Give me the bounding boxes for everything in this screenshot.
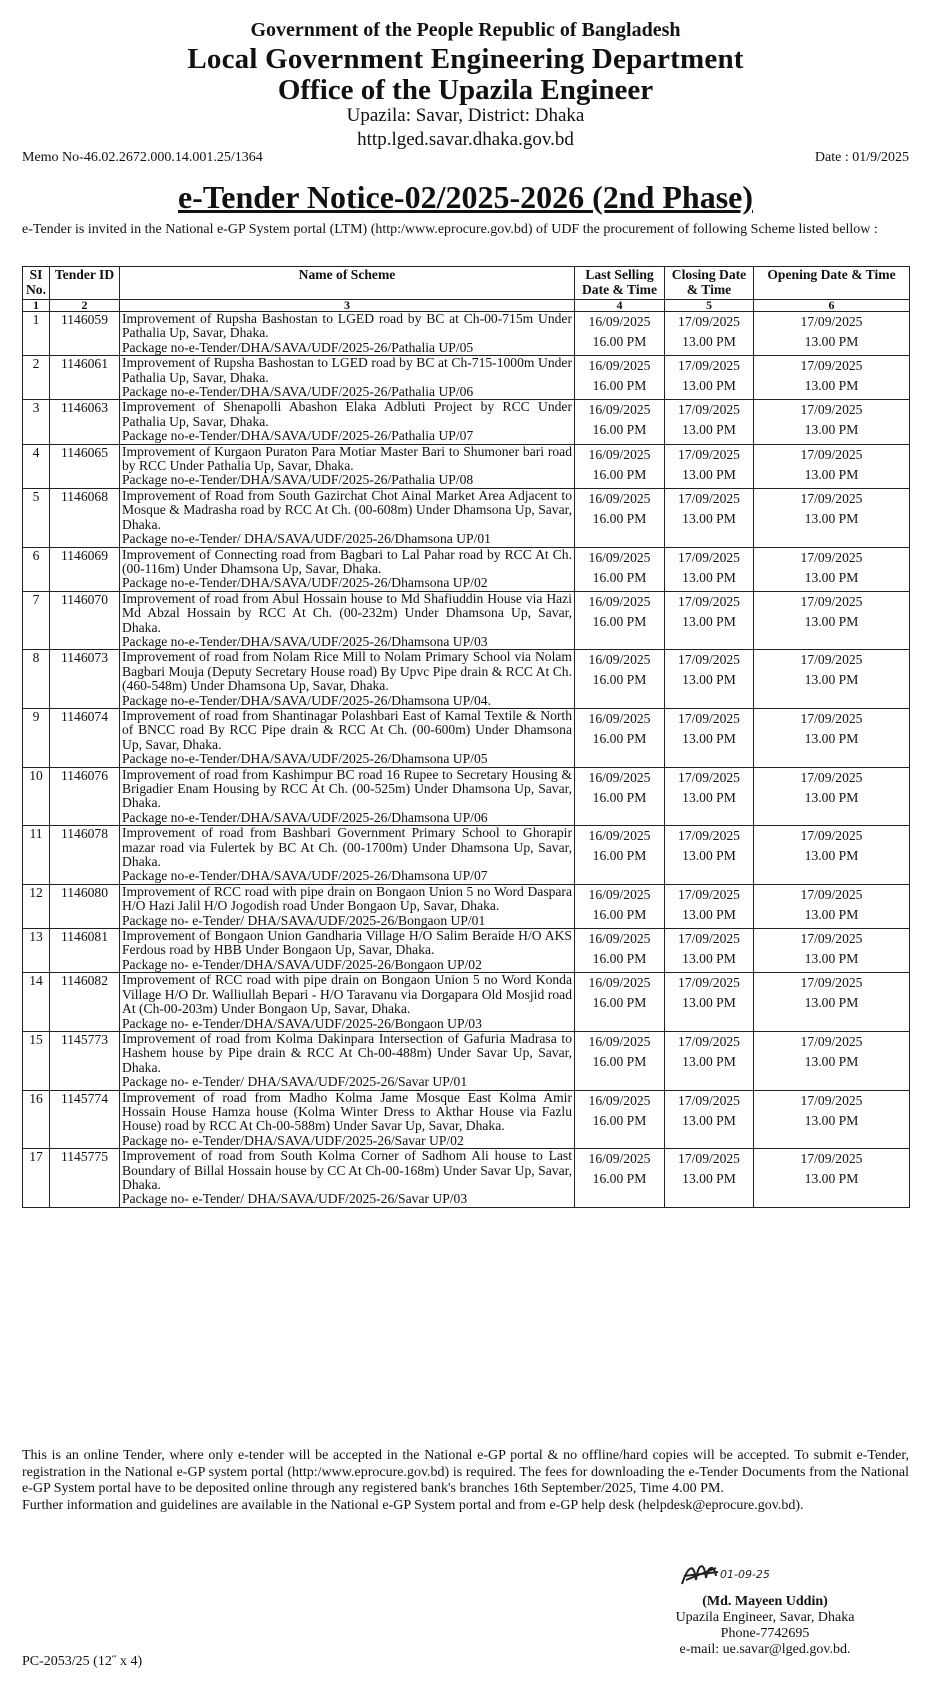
scheme-cell bbox=[120, 488, 575, 547]
table-row bbox=[23, 884, 910, 928]
closing-cell bbox=[665, 488, 754, 547]
opening-date: 17/09/2025 bbox=[800, 975, 863, 991]
closing-time: 13.00 PM bbox=[682, 422, 736, 438]
opening-date: 17/09/2025 bbox=[800, 402, 863, 418]
scheme-cell bbox=[120, 650, 575, 709]
last-selling-time: 16.00 PM bbox=[592, 466, 647, 482]
scheme-cell bbox=[120, 1149, 575, 1208]
package-number: Package no-e-Tender/DHA/SAVA/UDF/2025-26/Pathalia UP/06 bbox=[122, 384, 474, 400]
closing-time: 13.00 PM bbox=[682, 334, 736, 349]
last-selling-date: 16/09/2025 bbox=[588, 1092, 651, 1108]
column-number: 3 bbox=[120, 300, 575, 312]
closing-cell bbox=[665, 1149, 754, 1208]
last-selling-date: 16/09/2025 bbox=[588, 314, 651, 329]
opening-cell bbox=[754, 929, 910, 973]
serial-number: 15 bbox=[23, 1031, 50, 1090]
package-number: Package no- e-Tender/DHA/SAVA/UDF/2025-26/Bongaon UP/02 bbox=[122, 956, 482, 972]
scheme-name: Improvement of road from Abul Hossain house to Md Shafiuddin House via Hazi Md Abzal Hossain by RCC At Ch. (00-232m) Under Dhamsona Up, Savar, Dhaka. bbox=[122, 590, 572, 635]
scheme-name: Improvement of road from Madho Kolma Jame Mosque East Kolma Amir Hossain House Hamza house (Kolma Winter Dress to Akthar House via Fazlu House) road by RCC At Ch-00-588m) Under Savar Up, Savar, Dhaka. bbox=[122, 1089, 572, 1134]
last-selling-time: 16.00 PM bbox=[592, 378, 647, 394]
tender-id: 1146070 bbox=[50, 591, 120, 650]
last-selling-time: 16.00 PM bbox=[592, 1053, 647, 1069]
closing-cell bbox=[665, 650, 754, 709]
opening-date: 17/09/2025 bbox=[800, 1033, 863, 1049]
serial-number: 1 bbox=[23, 312, 50, 356]
pc-reference: PC-2053/25 (12˝ x 4) bbox=[22, 1654, 143, 1669]
table-row bbox=[23, 929, 910, 973]
serial-number: 3 bbox=[23, 400, 50, 444]
closing-time: 13.00 PM bbox=[682, 789, 736, 805]
table-row bbox=[23, 826, 910, 885]
table-row bbox=[23, 312, 910, 356]
opening-time: 13.00 PM bbox=[804, 510, 859, 526]
closing-date: 17/09/2025 bbox=[678, 886, 740, 902]
package-number: Package no- e-Tender/DHA/SAVA/UDF/2025-26/Savar UP/02 bbox=[122, 1132, 464, 1148]
serial-number: 9 bbox=[23, 708, 50, 767]
last-selling-date: 16/09/2025 bbox=[588, 358, 651, 374]
closing-cell bbox=[665, 929, 754, 973]
last-selling-time: 16.00 PM bbox=[592, 510, 647, 526]
last-selling-cell bbox=[575, 591, 665, 650]
serial-number: 8 bbox=[23, 650, 50, 709]
opening-cell bbox=[754, 708, 910, 767]
last-selling-date: 16/09/2025 bbox=[588, 1033, 651, 1049]
closing-cell bbox=[665, 708, 754, 767]
notice-date: Date : 01/9/2025 bbox=[814, 150, 909, 165]
opening-time: 13.00 PM bbox=[804, 1171, 859, 1187]
table-row bbox=[23, 708, 910, 767]
last-selling-time: 16.00 PM bbox=[592, 569, 647, 585]
opening-date: 17/09/2025 bbox=[800, 593, 863, 609]
last-selling-date: 16/09/2025 bbox=[588, 549, 651, 565]
opening-time: 13.00 PM bbox=[804, 466, 859, 482]
closing-date: 17/09/2025 bbox=[678, 490, 740, 506]
column-number: 5 bbox=[665, 300, 754, 312]
package-number: Package no-e-Tender/DHA/SAVA/UDF/2025-26/Dhamsona UP/04. bbox=[122, 692, 491, 708]
last-selling-date: 16/09/2025 bbox=[588, 652, 651, 668]
tender-id: 1146068 bbox=[50, 488, 120, 547]
closing-date: 17/09/2025 bbox=[678, 402, 740, 418]
last-selling-time: 16.00 PM bbox=[592, 1112, 647, 1128]
scheme-name: Improvement of road from South Kolma Corner of Sadhom Ali house to Last Boundary of Billal Hossain house by CC At Ch-00-168m) Under Savar Up, Savar, Dhaka. bbox=[122, 1148, 572, 1192]
notice-title: e-Tender Notice-02/2025-2026 (2nd Phase) bbox=[177, 179, 754, 215]
column-header: Last Selling Date & Time bbox=[575, 267, 665, 300]
serial-number: 7 bbox=[23, 591, 50, 650]
serial-number: 5 bbox=[23, 488, 50, 547]
opening-cell bbox=[754, 488, 910, 547]
opening-time: 13.00 PM bbox=[804, 613, 859, 629]
last-selling-time: 16.00 PM bbox=[592, 334, 647, 349]
serial-number: 6 bbox=[23, 547, 50, 591]
serial-number: 16 bbox=[23, 1090, 50, 1149]
closing-time: 13.00 PM bbox=[682, 378, 736, 394]
closing-cell bbox=[665, 591, 754, 650]
tender-id: 1146065 bbox=[50, 444, 120, 488]
tender-id: 1146081 bbox=[50, 929, 120, 973]
opening-date: 17/09/2025 bbox=[800, 931, 863, 947]
last-selling-date: 16/09/2025 bbox=[588, 769, 651, 785]
last-selling-cell bbox=[575, 312, 665, 356]
table-row bbox=[23, 591, 910, 650]
table-row bbox=[23, 767, 910, 826]
closing-time: 13.00 PM bbox=[682, 848, 736, 864]
scheme-name: Improvement of Bongaon Union Gandharia Village H/O Salim Beraide H/O AKS Ferdous road by HBB Under Bongaon Up, Savar, Dhaka. bbox=[122, 928, 572, 958]
last-selling-time: 16.00 PM bbox=[592, 613, 647, 629]
opening-cell bbox=[754, 884, 910, 928]
opening-cell bbox=[754, 767, 910, 826]
closing-date: 17/09/2025 bbox=[678, 446, 740, 462]
table-row bbox=[23, 1149, 910, 1208]
last-selling-cell bbox=[575, 488, 665, 547]
table-row bbox=[23, 356, 910, 400]
scheme-name: Improvement of RCC road with pipe drain on Bongaon Union 5 no Word Daspara H/O Hazi Jalil H/O Jogodish road Under Bongaon Up, Savar, Dhaka. bbox=[122, 883, 572, 914]
header-department: Local Government Engineering Department bbox=[187, 43, 744, 75]
opening-date: 17/09/2025 bbox=[800, 490, 863, 506]
scheme-cell bbox=[120, 1090, 575, 1149]
table-number-row bbox=[23, 300, 910, 312]
closing-date: 17/09/2025 bbox=[678, 549, 740, 565]
column-header: Closing Date & Time bbox=[665, 267, 754, 300]
last-selling-date: 16/09/2025 bbox=[588, 828, 651, 844]
closing-cell bbox=[665, 973, 754, 1032]
opening-date: 17/09/2025 bbox=[800, 314, 863, 329]
table-header-row bbox=[23, 267, 910, 300]
closing-date: 17/09/2025 bbox=[678, 975, 740, 991]
last-selling-cell bbox=[575, 767, 665, 826]
closing-date: 17/09/2025 bbox=[678, 358, 740, 374]
opening-time: 13.00 PM bbox=[804, 569, 859, 585]
last-selling-time: 16.00 PM bbox=[592, 995, 647, 1011]
opening-date: 17/09/2025 bbox=[800, 1151, 863, 1167]
table-row bbox=[23, 488, 910, 547]
closing-cell bbox=[665, 1031, 754, 1090]
last-selling-cell bbox=[575, 547, 665, 591]
opening-time: 13.00 PM bbox=[804, 672, 859, 688]
scheme-cell bbox=[120, 884, 575, 928]
tender-id: 1145775 bbox=[50, 1149, 120, 1208]
tender-id: 1146082 bbox=[50, 973, 120, 1032]
last-selling-cell bbox=[575, 884, 665, 928]
last-selling-date: 16/09/2025 bbox=[588, 710, 651, 726]
opening-cell bbox=[754, 973, 910, 1032]
closing-time: 13.00 PM bbox=[682, 1171, 736, 1187]
opening-time: 13.00 PM bbox=[804, 906, 859, 922]
closing-date: 17/09/2025 bbox=[678, 828, 740, 844]
column-number: 1 bbox=[23, 300, 50, 312]
package-number: Package no-e-Tender/DHA/SAVA/UDF/2025-26/Pathalia UP/07 bbox=[122, 428, 474, 444]
closing-cell bbox=[665, 444, 754, 488]
closing-time: 13.00 PM bbox=[682, 995, 736, 1011]
closing-cell bbox=[665, 356, 754, 400]
opening-date: 17/09/2025 bbox=[800, 828, 863, 844]
package-number: Package no-e-Tender/DHA/SAVA/UDF/2025-26/Dhamsona UP/07 bbox=[122, 868, 488, 884]
opening-time: 13.00 PM bbox=[804, 848, 859, 864]
last-selling-cell bbox=[575, 444, 665, 488]
tender-id: 1146063 bbox=[50, 400, 120, 444]
package-number: Package no- e-Tender/ DHA/SAVA/UDF/2025-26/Savar UP/03 bbox=[122, 1191, 468, 1207]
scheme-name: Improvement of road from Kashimpur BC road 16 Rupee to Secretary Housing & Brigadier Enam Housing by RCC At Ch. (00-525m) Under Dhamsona Up, Savar, Dhaka. bbox=[122, 766, 572, 811]
table-row bbox=[23, 444, 910, 488]
closing-time: 13.00 PM bbox=[682, 906, 736, 922]
scheme-cell bbox=[120, 312, 575, 356]
opening-date: 17/09/2025 bbox=[800, 886, 863, 902]
last-selling-date: 16/09/2025 bbox=[588, 931, 651, 947]
last-selling-date: 16/09/2025 bbox=[588, 593, 651, 609]
closing-time: 13.00 PM bbox=[682, 510, 736, 526]
closing-time: 13.00 PM bbox=[682, 951, 736, 967]
scheme-name: Improvement of Rupsha Bashostan to LGED road by BC at Ch-715-1000m Under Pathalia Up, Savar, Dhaka. bbox=[122, 355, 572, 385]
tender-id: 1146073 bbox=[50, 650, 120, 709]
last-selling-time: 16.00 PM bbox=[592, 951, 647, 967]
serial-number: 11 bbox=[23, 826, 50, 885]
table-row bbox=[23, 400, 910, 444]
opening-cell bbox=[754, 1149, 910, 1208]
column-number: 6 bbox=[754, 300, 910, 312]
tender-id: 1146061 bbox=[50, 356, 120, 400]
scheme-cell bbox=[120, 356, 575, 400]
last-selling-time: 16.00 PM bbox=[592, 906, 647, 922]
opening-cell bbox=[754, 547, 910, 591]
signatory-designation: Upazila Engineer, Savar, Dhaka bbox=[675, 1610, 855, 1625]
tender-id: 1146074 bbox=[50, 708, 120, 767]
package-number: Package no-e-Tender/DHA/SAVA/UDF/2025-26/Dhamsona UP/05 bbox=[122, 751, 488, 767]
footer-paragraph: This is an online Tender, where only e-tender will be accepted in the National e-GP portal & no offline/hard copies will be accepted. To submit e-Tender, registration in the National e-GP system portal (http:/www.eprocure.gov.bd) is required. The fees for downloading the e-Tender Documents from the National e-GP System portal have to be deposited online through any registered bank's branches 16th September/2025, Time 4.00 PM. bbox=[22, 1448, 909, 1496]
opening-date: 17/09/2025 bbox=[800, 710, 863, 726]
closing-date: 17/09/2025 bbox=[678, 931, 740, 947]
tender-id: 1145773 bbox=[50, 1031, 120, 1090]
serial-number: 4 bbox=[23, 444, 50, 488]
scheme-name: Improvement of Shenapolli Abashon Elaka Adbluti Project by RCC Under Pathalia Up, Savar, Dhaka. bbox=[122, 399, 572, 429]
package-number: Package no-e-Tender/DHA/SAVA/UDF/2025-26/Pathalia UP/05 bbox=[122, 339, 474, 355]
table-row bbox=[23, 547, 910, 591]
last-selling-date: 16/09/2025 bbox=[588, 886, 651, 902]
scheme-cell bbox=[120, 826, 575, 885]
opening-cell bbox=[754, 356, 910, 400]
opening-time: 13.00 PM bbox=[804, 789, 859, 805]
opening-time: 13.00 PM bbox=[804, 422, 859, 438]
closing-cell bbox=[665, 767, 754, 826]
closing-cell bbox=[665, 400, 754, 444]
opening-time: 13.00 PM bbox=[804, 1112, 859, 1128]
opening-cell bbox=[754, 312, 910, 356]
column-header: SI No. bbox=[23, 267, 50, 300]
package-number: Package no- e-Tender/ DHA/SAVA/UDF/2025-26/Savar UP/01 bbox=[122, 1074, 468, 1090]
serial-number: 17 bbox=[23, 1149, 50, 1208]
column-number: 2 bbox=[50, 300, 120, 312]
closing-cell bbox=[665, 884, 754, 928]
package-number: Package no-e-Tender/DHA/SAVA/UDF/2025-26/Dhamsona UP/06 bbox=[122, 809, 488, 825]
tender-id: 1146080 bbox=[50, 884, 120, 928]
closing-time: 13.00 PM bbox=[682, 1112, 736, 1128]
footer-notes bbox=[22, 1448, 909, 1514]
package-number: Package no-e-Tender/ DHA/SAVA/UDF/2025-26/Dhamsona UP/01 bbox=[122, 531, 491, 547]
package-number: Package no-e-Tender/DHA/SAVA/UDF/2025-26/Dhamsona UP/03 bbox=[122, 633, 488, 649]
last-selling-time: 16.00 PM bbox=[592, 1171, 647, 1187]
scheme-cell bbox=[120, 591, 575, 650]
closing-time: 13.00 PM bbox=[682, 1053, 736, 1069]
scheme-cell bbox=[120, 444, 575, 488]
opening-time: 13.00 PM bbox=[804, 378, 859, 394]
tender-id: 1146078 bbox=[50, 826, 120, 885]
closing-date: 17/09/2025 bbox=[678, 1092, 740, 1108]
last-selling-cell bbox=[575, 650, 665, 709]
last-selling-cell bbox=[575, 826, 665, 885]
footer-paragraph: Further information and guidelines are available in the National e-GP System portal and from e-GP help desk (helpdesk@eprocure.gov.bd). bbox=[22, 1497, 804, 1513]
scheme-name: Improvement of road from Bashbari Government Primary School to Ghorapir mazar road via Fulertek by BC At Ch. (00-1700m) Under Dhamsona Up, Savar, Dhaka. bbox=[122, 825, 572, 870]
opening-cell bbox=[754, 1031, 910, 1090]
last-selling-cell bbox=[575, 929, 665, 973]
signatory-block bbox=[620, 1594, 910, 1658]
package-number: Package no- e-Tender/DHA/SAVA/UDF/2025-26/Bongaon UP/03 bbox=[122, 1015, 482, 1031]
handwritten-signature bbox=[678, 1554, 778, 1592]
closing-date: 17/09/2025 bbox=[678, 710, 740, 726]
last-selling-date: 16/09/2025 bbox=[588, 402, 651, 418]
last-selling-date: 16/09/2025 bbox=[588, 490, 651, 506]
closing-date: 17/09/2025 bbox=[678, 1151, 740, 1167]
last-selling-date: 16/09/2025 bbox=[588, 975, 651, 991]
closing-date: 17/09/2025 bbox=[678, 314, 740, 329]
serial-number: 14 bbox=[23, 973, 50, 1032]
signatory-phone: Phone-7742695 bbox=[720, 1626, 810, 1641]
header-office: Office of the Upazila Engineer bbox=[277, 74, 654, 106]
table-row bbox=[23, 1031, 910, 1090]
opening-time: 13.00 PM bbox=[804, 951, 859, 967]
last-selling-date: 16/09/2025 bbox=[588, 1151, 651, 1167]
package-number: Package no-e-Tender/DHA/SAVA/UDF/2025-26/Pathalia UP/08 bbox=[122, 472, 474, 488]
package-number: Package no-e-Tender/DHA/SAVA/UDF/2025-26/Dhamsona UP/02 bbox=[122, 575, 488, 591]
scheme-cell bbox=[120, 929, 575, 973]
tender-table bbox=[22, 266, 910, 1208]
intro-paragraph: e-Tender is invited in the National e-GP System portal (LTM) (http:/www.eprocure.gov.bd) of UDF the procurement of following Scheme listed bellow : bbox=[22, 222, 878, 237]
serial-number: 2 bbox=[23, 356, 50, 400]
tender-id: 1146059 bbox=[50, 312, 120, 356]
closing-time: 13.00 PM bbox=[682, 672, 736, 688]
scheme-name: Improvement of RCC road with pipe drain on Bongaon Union 5 no Word Konda Village H/O Dr. Walliullah Bepari - H/O Taravanu via Dorgapara Old Mosjid road At (Ch-00-203m) Under Bongaon Up, Savar, Dhaka. bbox=[122, 972, 572, 1017]
closing-time: 13.00 PM bbox=[682, 569, 736, 585]
opening-date: 17/09/2025 bbox=[800, 652, 863, 668]
scheme-cell bbox=[120, 400, 575, 444]
last-selling-cell bbox=[575, 1149, 665, 1208]
scheme-name: Improvement of road from Shantinagar Polashbari East of Kamal Textile & North of BNCC road By RCC Pipe drain & RCC At Ch. (00-600m) Under Dhamsona Up, Savar, Dhaka. bbox=[122, 707, 572, 752]
closing-cell bbox=[665, 547, 754, 591]
last-selling-cell bbox=[575, 1031, 665, 1090]
header-government: Government of the People Republic of Bangladesh bbox=[250, 19, 681, 41]
scheme-cell bbox=[120, 767, 575, 826]
memo-number: Memo No-46.02.2672.000.14.001.25/1364 bbox=[22, 150, 263, 165]
closing-cell bbox=[665, 312, 754, 356]
opening-cell bbox=[754, 444, 910, 488]
last-selling-time: 16.00 PM bbox=[592, 672, 647, 688]
scheme-name: Improvement of Road from South Gazirchat Chot Ainal Market Area Adjacent to Mosque & Madrasha road by RCC At Ch. (00-608m) Under Dhamsona Up, Savar, Dhaka. bbox=[122, 487, 572, 532]
table-row bbox=[23, 650, 910, 709]
signatory-email: e-mail: ue.savar@lged.gov.bd. bbox=[679, 1642, 851, 1657]
last-selling-cell bbox=[575, 1090, 665, 1149]
opening-time: 13.00 PM bbox=[804, 334, 859, 349]
scheme-name: Improvement of Kurgaon Puraton Para Motiar Master Bari to Shumoner bari road by RCC Under Pathalia Up, Savar, Dhaka. bbox=[122, 443, 572, 474]
tender-id: 1146076 bbox=[50, 767, 120, 826]
table-row bbox=[23, 973, 910, 1032]
opening-time: 13.00 PM bbox=[804, 730, 859, 746]
scheme-cell bbox=[120, 973, 575, 1032]
opening-time: 13.00 PM bbox=[804, 995, 859, 1011]
last-selling-date: 16/09/2025 bbox=[588, 446, 651, 462]
header-location: Upazila: Savar, District: Dhaka bbox=[346, 105, 585, 126]
serial-number: 10 bbox=[23, 767, 50, 826]
column-header: Name of Scheme bbox=[120, 267, 575, 300]
closing-cell bbox=[665, 826, 754, 885]
last-selling-time: 16.00 PM bbox=[592, 789, 647, 805]
closing-date: 17/09/2025 bbox=[678, 593, 740, 609]
column-header: Tender ID bbox=[50, 267, 120, 300]
opening-cell bbox=[754, 400, 910, 444]
serial-number: 12 bbox=[23, 884, 50, 928]
signature-date: 01-09-25 bbox=[720, 1568, 770, 1581]
opening-time: 13.00 PM bbox=[804, 1053, 859, 1069]
opening-cell bbox=[754, 650, 910, 709]
closing-time: 13.00 PM bbox=[682, 730, 736, 746]
last-selling-time: 16.00 PM bbox=[592, 730, 647, 746]
tender-id: 1145774 bbox=[50, 1090, 120, 1149]
last-selling-cell bbox=[575, 400, 665, 444]
closing-time: 13.00 PM bbox=[682, 613, 736, 629]
closing-date: 17/09/2025 bbox=[678, 769, 740, 785]
last-selling-cell bbox=[575, 708, 665, 767]
scheme-cell bbox=[120, 708, 575, 767]
opening-cell bbox=[754, 591, 910, 650]
serial-number: 13 bbox=[23, 929, 50, 973]
opening-date: 17/09/2025 bbox=[800, 1092, 863, 1108]
opening-cell bbox=[754, 826, 910, 885]
opening-cell bbox=[754, 1090, 910, 1149]
last-selling-time: 16.00 PM bbox=[592, 422, 647, 438]
opening-date: 17/09/2025 bbox=[800, 358, 863, 374]
closing-date: 17/09/2025 bbox=[678, 652, 740, 668]
column-number: 4 bbox=[575, 300, 665, 312]
header-website: http.lged.savar.dhaka.gov.bd bbox=[357, 129, 574, 150]
scheme-cell bbox=[120, 1031, 575, 1090]
scheme-cell bbox=[120, 547, 575, 591]
scheme-name: Improvement of road from Nolam Rice Mill to Nolam Primary School via Nolam Bagbari Mouja (Deputy Secretary House road) By Upvc Pipe drain & RCC At Ch. (460-548m) Under Dhamsona Up, Savar, Dhaka. bbox=[122, 649, 572, 694]
column-header: Opening Date & Time bbox=[754, 267, 910, 300]
last-selling-time: 16.00 PM bbox=[592, 848, 647, 864]
closing-cell bbox=[665, 1090, 754, 1149]
scheme-name: Improvement of road from Kolma Dakinpara Intersection of Gafuria Madrasa to Hashem house by Pipe drain & RCC At Ch-00-488m) Under Savar Up, Savar, Dhaka. bbox=[122, 1030, 572, 1075]
opening-date: 17/09/2025 bbox=[800, 769, 863, 785]
scheme-name: Improvement of Rupsha Bashostan to LGED road by BC at Ch-00-715m Under Pathalia Up, Savar, Dhaka. bbox=[122, 311, 572, 341]
closing-time: 13.00 PM bbox=[682, 466, 736, 482]
last-selling-cell bbox=[575, 356, 665, 400]
opening-date: 17/09/2025 bbox=[800, 446, 863, 462]
closing-date: 17/09/2025 bbox=[678, 1033, 740, 1049]
package-number: Package no- e-Tender/ DHA/SAVA/UDF/2025-26/Bongaon UP/01 bbox=[122, 912, 486, 928]
opening-date: 17/09/2025 bbox=[800, 549, 863, 565]
last-selling-cell bbox=[575, 973, 665, 1032]
signatory-name: (Md. Mayeen Uddin) bbox=[702, 1594, 828, 1609]
table-row bbox=[23, 1090, 910, 1149]
tender-id: 1146069 bbox=[50, 547, 120, 591]
scheme-name: Improvement of Connecting road from Bagbari to Lal Pahar road by RCC At Ch. (00-116m) Under Dhamsona Up, Savar, Dhaka. bbox=[122, 546, 572, 576]
